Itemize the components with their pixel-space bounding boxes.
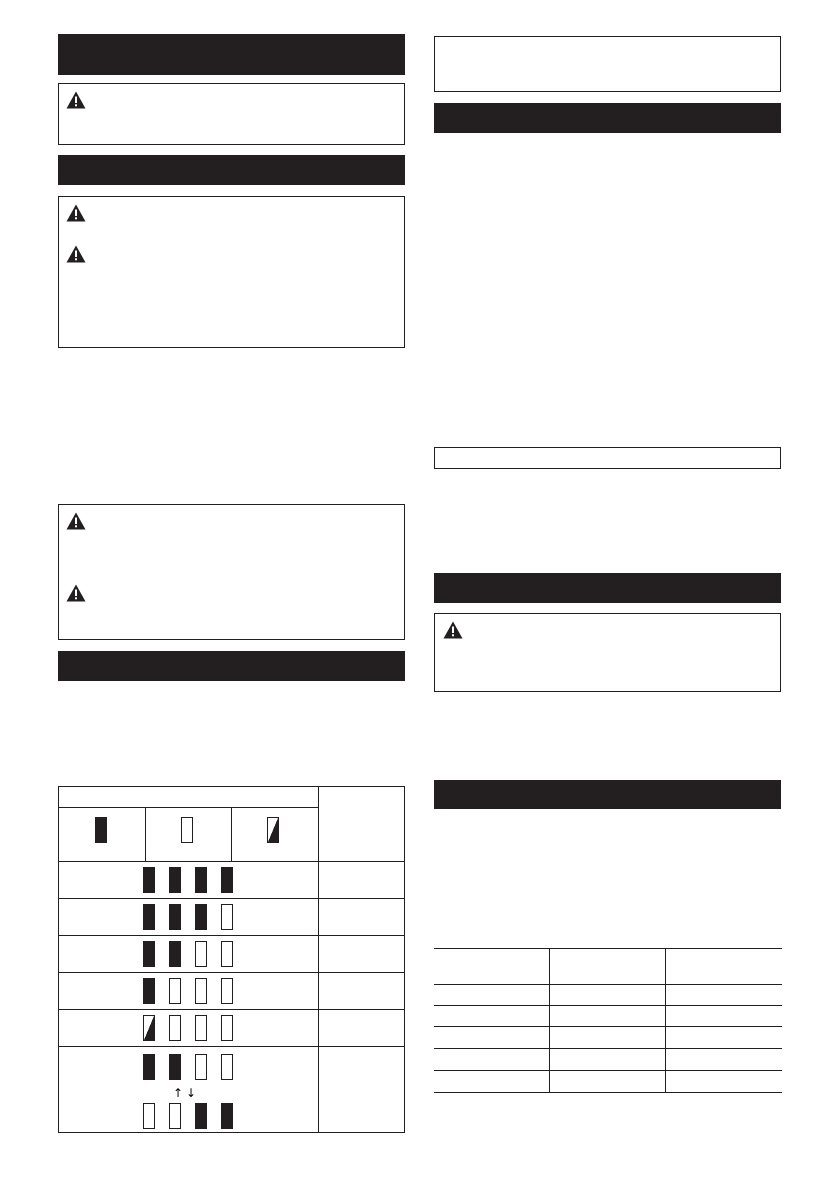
indicator-lamp-on-r3-2 [169,941,181,967]
section-header-bar-4 [434,103,781,133]
indicator-lamp-off-r3-4 [221,941,233,967]
warning-triangle-icon [66,512,86,530]
indicator-lamp-on-r6-1 [143,1054,155,1080]
section-header-bar-1 [58,34,405,75]
indicator-lamp-off-r4-4 [221,978,233,1004]
warning-box-1 [58,83,405,145]
section-header-bar-2 [58,155,405,185]
warning-triangle-icon [66,584,86,602]
indicator-lamp-off-r6-1 [143,1103,155,1129]
notice-box-1 [434,36,781,92]
indicator-lamp-on-r1-4 [221,867,233,893]
warning-triangle-icon [443,621,463,639]
warning-triangle-icon [66,245,86,263]
warning-box-2 [58,196,405,348]
indicator-lamp-off-r5-3 [195,1015,207,1041]
indicator-lamp-off-r6-2 [169,1103,181,1129]
indicator-lamp-on-r2-1 [143,904,155,930]
warning-triangle-icon [66,91,86,109]
indicator-lamp-off-r6-4 [221,1054,233,1080]
warning-box-4 [434,613,781,692]
note-strip-box [434,447,781,469]
indicator-lamp-off-r6-3 [195,1054,207,1080]
indicator-lamp-blinking-r5-1 [143,1015,155,1041]
indicator-lamp-off-r5-4 [221,1015,233,1041]
indicator-lamp-off-r4-2 [169,978,181,1004]
indicator-lamp-on-r6-4 [221,1103,233,1129]
indicator-lamp-on-r6-3 [195,1103,207,1129]
indicator-lamp-on-r1-2 [169,867,181,893]
indicator-lamp-on-r2-2 [169,904,181,930]
indicator-lamp-on-r1-3 [195,867,207,893]
indicator-lamp-off-r3-3 [195,941,207,967]
warning-box-3 [58,504,405,640]
indicator-lamp-on-r2-3 [195,904,207,930]
indicator-lamp-on-r4-1 [143,978,155,1004]
indicator-lamp-off-r5-2 [169,1015,181,1041]
indicator-lamp-on-r6-2 [169,1054,181,1080]
battery-indicator-table [58,786,405,1133]
indicator-lamp-off-r2-4 [221,904,233,930]
indicator-lamp-off-r4-3 [195,978,207,1004]
warning-triangle-icon [66,204,86,222]
section-header-bar-6 [434,780,781,809]
toggle-arrows: ↑↓ [173,1086,200,1100]
indicator-lamp-on-r1-1 [143,867,155,893]
section-header-bar-5 [434,573,781,603]
section-header-bar-3 [58,651,405,681]
indicator-lamp-on-r3-1 [143,941,155,967]
spec-table [434,948,782,1093]
